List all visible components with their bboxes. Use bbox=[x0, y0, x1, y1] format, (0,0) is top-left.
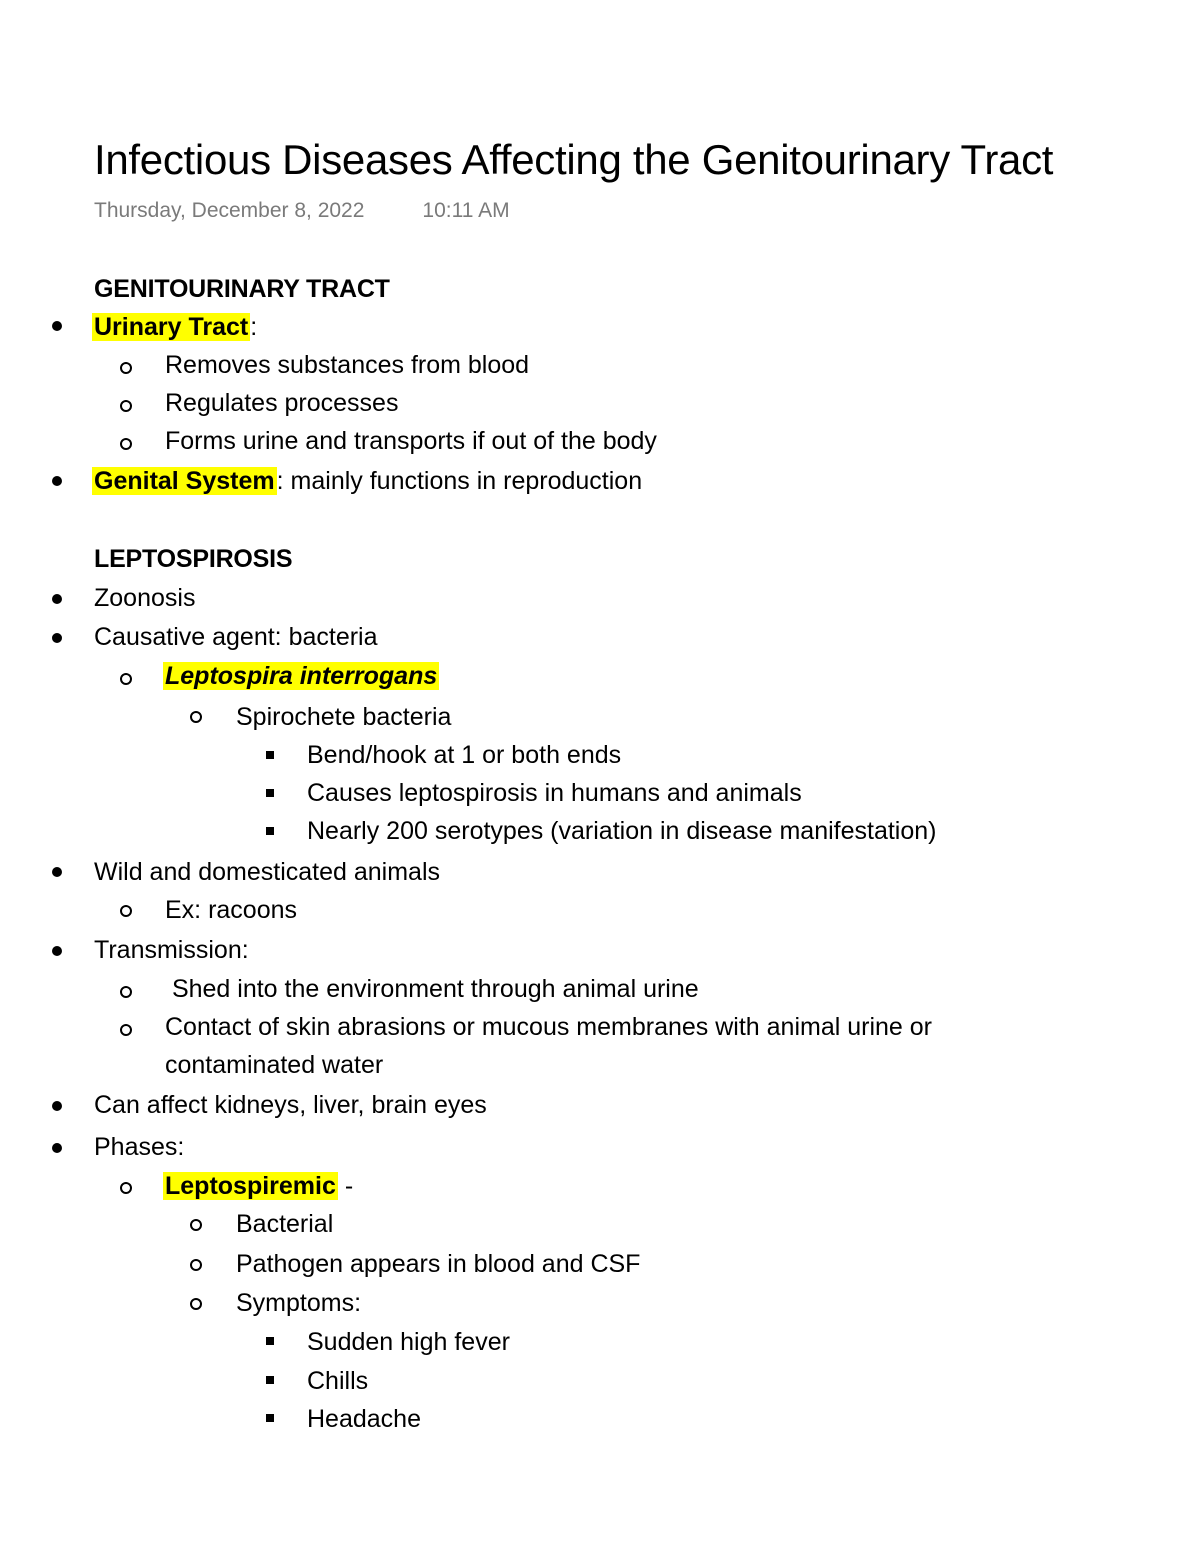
bullet-disc-icon bbox=[52, 1143, 62, 1153]
list-item: Nearly 200 serotypes (variation in disease manifestation) bbox=[307, 817, 937, 845]
bullet-disc-icon bbox=[52, 476, 62, 486]
list-item: Forms urine and transports if out of the body bbox=[165, 427, 657, 455]
bullet-circle-icon bbox=[120, 1024, 132, 1036]
list-item: Regulates processes bbox=[165, 389, 399, 417]
bullet-disc-icon bbox=[52, 946, 62, 956]
bullet-disc-icon bbox=[52, 594, 62, 604]
bullet-disc-icon bbox=[52, 1101, 62, 1111]
page-title: Infectious Diseases Affecting the Genitourinary Tract bbox=[94, 136, 1054, 183]
bullet-circle-icon bbox=[120, 986, 132, 998]
highlight-leptospiremic: Leptospiremic bbox=[165, 1172, 336, 1200]
leptospiremic-suffix: - bbox=[337, 1172, 354, 1200]
list-item: Headache bbox=[307, 1405, 421, 1433]
list-item: Contact of skin abrasions or mucous membranes with animal urine or bbox=[165, 1013, 933, 1041]
list-item: Phases: bbox=[94, 1133, 185, 1161]
list-item: Causes leptospirosis in humans and animals bbox=[307, 779, 802, 807]
list-item-urinary-tract bbox=[94, 310, 257, 344]
bullet-square-icon bbox=[266, 827, 274, 835]
highlight-urinary-tract: Urinary Tract bbox=[94, 313, 249, 341]
bullet-circle-icon bbox=[190, 711, 202, 723]
bullet-square-icon bbox=[266, 1337, 274, 1345]
list-item-genital-system bbox=[94, 464, 642, 498]
list-item: Symptoms: bbox=[236, 1289, 362, 1317]
bullet-square-icon bbox=[266, 1376, 274, 1384]
list-item: Causative agent: bacteria bbox=[94, 623, 378, 651]
bullet-circle-icon bbox=[120, 362, 132, 374]
list-item: Pathogen appears in blood and CSF bbox=[236, 1250, 641, 1278]
bullet-square-icon bbox=[266, 751, 274, 759]
bullet-disc-icon bbox=[52, 321, 62, 331]
urinary-suffix: : bbox=[250, 313, 258, 341]
list-item: Ex: racoons bbox=[165, 896, 298, 924]
list-item: Transmission: bbox=[94, 936, 249, 964]
bullet-circle-icon bbox=[190, 1259, 202, 1271]
bullet-circle-icon bbox=[120, 400, 132, 412]
list-item: Zoonosis bbox=[94, 584, 196, 612]
bullet-disc-icon bbox=[52, 867, 62, 877]
bullet-circle-icon bbox=[120, 1182, 132, 1194]
page-timestamp bbox=[94, 199, 510, 223]
list-item: Removes substances from blood bbox=[165, 351, 530, 379]
list-item: Shed into the environment through animal urine bbox=[165, 975, 699, 1003]
genital-suffix: : mainly functions in reproduction bbox=[276, 467, 643, 495]
bullet-circle-icon bbox=[120, 438, 132, 450]
list-item-continuation: contaminated water bbox=[165, 1051, 384, 1079]
list-item: Chills bbox=[307, 1367, 369, 1395]
list-item: Wild and domesticated animals bbox=[94, 858, 440, 886]
section-heading-leptospirosis: LEPTOSPIROSIS bbox=[94, 545, 293, 573]
bullet-circle-icon bbox=[190, 1298, 202, 1310]
bullet-square-icon bbox=[266, 1414, 274, 1422]
highlight-genital-system: Genital System bbox=[94, 467, 275, 495]
bullet-circle-icon bbox=[120, 905, 132, 917]
list-item-organism bbox=[165, 659, 439, 693]
section-heading-genitourinary: GENITOURINARY TRACT bbox=[94, 275, 390, 303]
page-date: Thursday, December 8, 2022 bbox=[94, 199, 365, 222]
list-item: Bacterial bbox=[236, 1210, 334, 1238]
bullet-disc-icon bbox=[52, 633, 62, 643]
bullet-square-icon bbox=[266, 789, 274, 797]
bullet-circle-icon bbox=[120, 673, 132, 685]
list-item: Spirochete bacteria bbox=[236, 703, 452, 731]
highlight-organism: Leptospira interrogans bbox=[165, 662, 438, 690]
list-item: Bend/hook at 1 or both ends bbox=[307, 741, 622, 769]
list-item-leptospiremic bbox=[165, 1169, 353, 1203]
list-item: Sudden high fever bbox=[307, 1328, 510, 1356]
bullet-circle-icon bbox=[190, 1219, 202, 1231]
list-item: Can affect kidneys, liver, brain eyes bbox=[94, 1091, 487, 1119]
page-time: 10:11 AM bbox=[422, 199, 510, 222]
